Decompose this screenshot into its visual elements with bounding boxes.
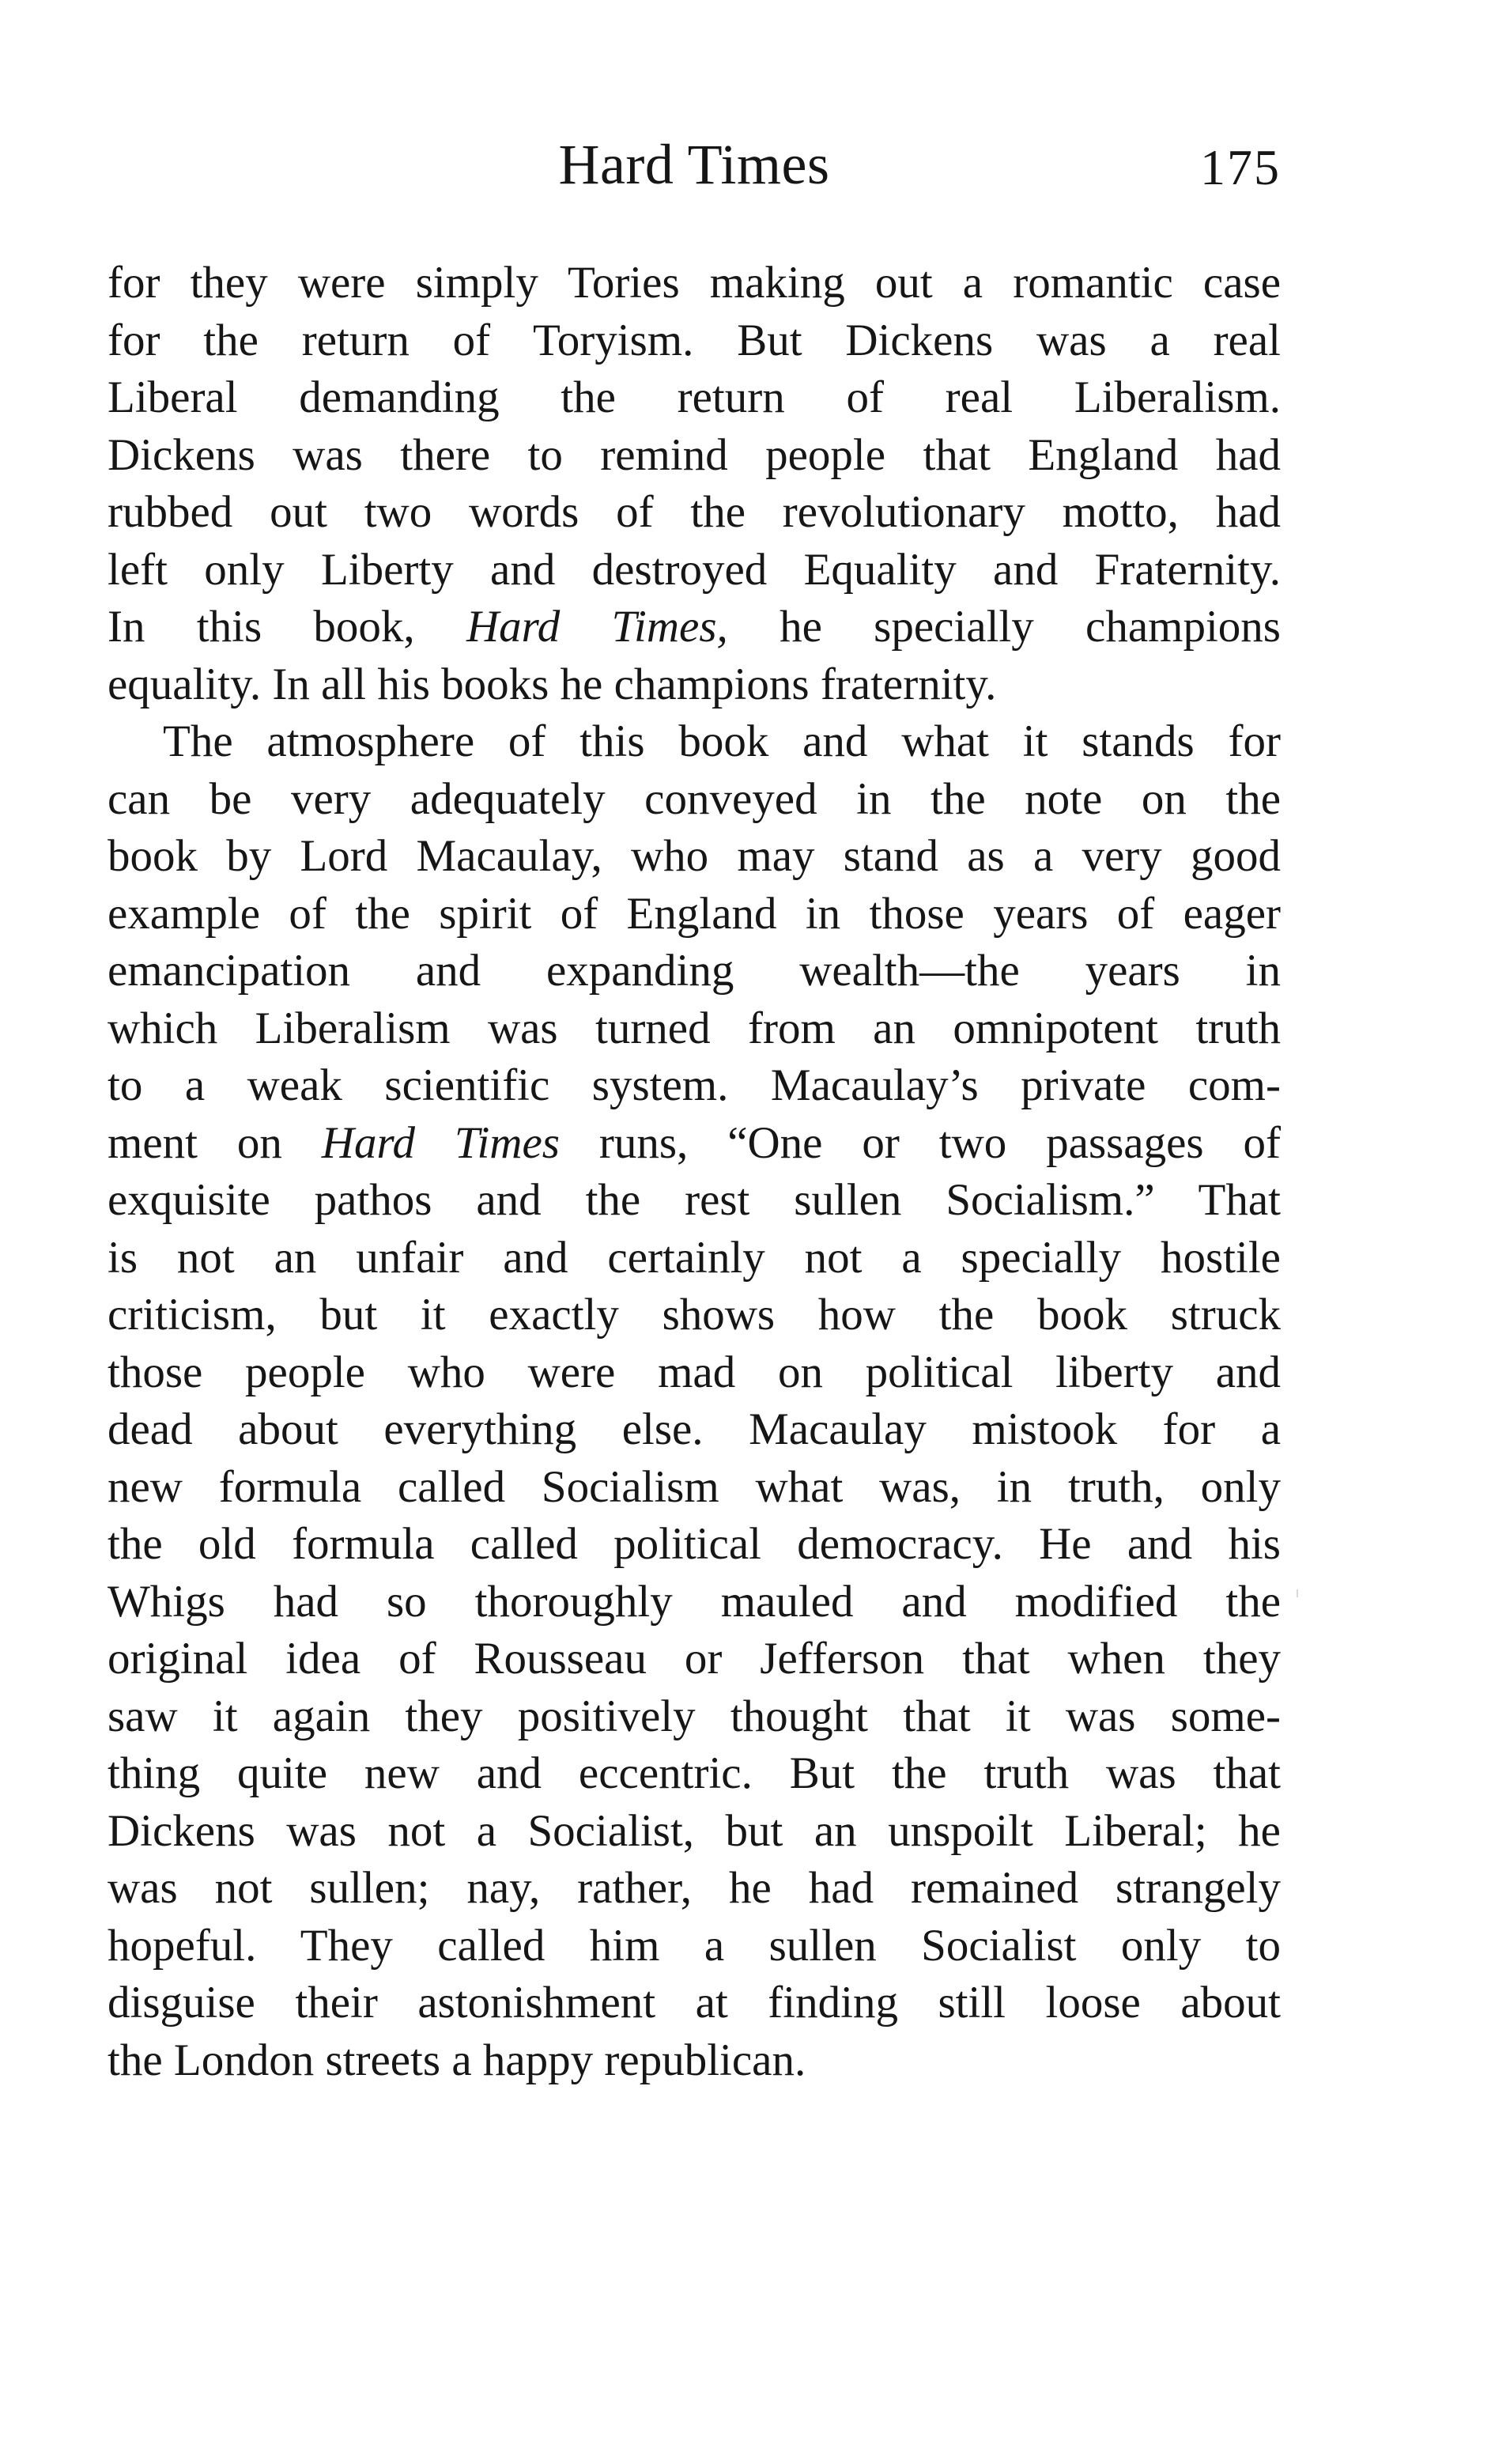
text-line [108, 599, 1281, 656]
text-line: thing quite new and eccentric. But the truth was that [108, 1748, 1281, 1798]
text-line: hopeful. They called him a sullen Socialist only to [108, 1920, 1281, 1971]
text-line: left only Liberty and destroyed Equality and Fraternity. [108, 544, 1281, 595]
text-line: dead about everything else. Macaulay mistook for a [108, 1404, 1281, 1454]
paper-speck [1297, 1589, 1298, 1597]
text-line: new formula called Socialism what was, in truth, only [108, 1461, 1281, 1512]
text-line: those people who were mad on political liberty and [108, 1347, 1281, 1397]
text-line: rubbed out two words of the revolutionary motto, had [108, 487, 1281, 537]
text-line: example of the spirit of England in those years of eager [108, 888, 1281, 939]
text-line [108, 1115, 1281, 1173]
body-text [108, 255, 1281, 2089]
text-line: book by Lord Macaulay, who may stand as a very good [108, 831, 1281, 881]
text-line: was not sullen; nay, rather, he had remained strangely [108, 1863, 1281, 1913]
paragraph-last-line: the London streets a happy republican. [108, 2035, 806, 2085]
text-line: criticism, but it exactly shows how the book struck [108, 1290, 1281, 1340]
text-line: Whigs had so thoroughly mauled and modified the [108, 1576, 1281, 1627]
text-line: exquisite pathos and the rest sullen Socialism.” That [108, 1175, 1281, 1225]
text-line: Dickens was there to remind people that England had [108, 429, 1281, 480]
text-line: which Liberalism was turned from an omnipotent truth [108, 1003, 1281, 1053]
book-title-italic: Hard Times, [466, 602, 728, 652]
page-number: 175 [1200, 139, 1281, 195]
text-line: can be very adequately conveyed in the note on the [108, 773, 1281, 824]
paragraph-first-line: The atmosphere of this book and what it stands for [163, 716, 1281, 766]
running-title: Hard Times [558, 133, 830, 196]
text-line: Dickens was not a Socialist, but an unspoilt Liberal; he [108, 1805, 1281, 1856]
book-title-italic: Hard Times [321, 1117, 560, 1168]
running-head [108, 133, 1281, 196]
text-line: saw it again they positively thought that it was some- [108, 1691, 1281, 1741]
text-line: original idea of Rousseau or Jefferson that when they [108, 1634, 1281, 1684]
text-line: Liberal demanding the return of real Liberalism. [108, 372, 1281, 422]
paragraph-last-line: equality. In all his books he champions fraternity. [108, 659, 997, 709]
text-line: the old formula called political democracy. He and his [108, 1519, 1281, 1569]
text-segment: In this book, [108, 602, 466, 652]
text-line: for the return of Toryism. But Dickens was a real [108, 315, 1281, 365]
text-line: is not an unfair and certainly not a specially hostile [108, 1232, 1281, 1283]
text-segment: he specially champions [727, 602, 1281, 652]
text-line: for they were simply Tories making out a romantic case [108, 258, 1281, 308]
text-segment: ment on [108, 1117, 322, 1168]
text-line: emancipation and expanding wealth—the years in [108, 946, 1281, 996]
text-segment: runs, “One or two passages of [559, 1117, 1281, 1168]
text-line: to a weak scientific system. Macaulay’s private com- [108, 1060, 1281, 1110]
text-line: disguise their astonishment at finding still loose about [108, 1978, 1281, 2028]
